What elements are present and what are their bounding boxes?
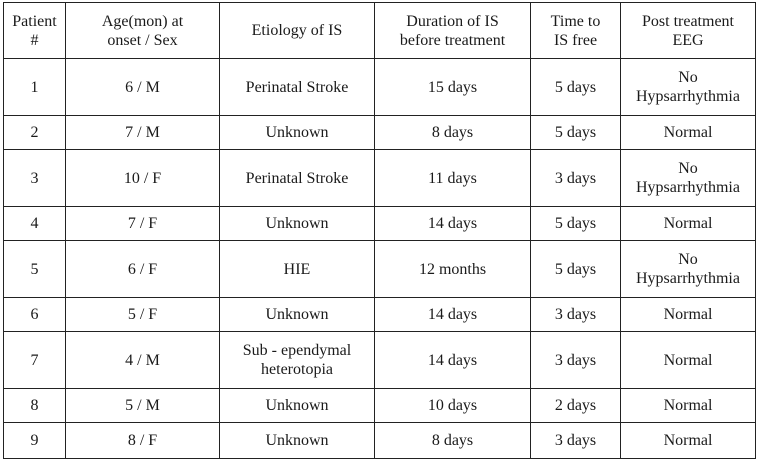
cell-patient: 3 [4, 150, 66, 207]
cell-etiology: Perinatal Stroke [220, 59, 375, 116]
cell-time-free: 3 days [531, 423, 621, 459]
cell-age-sex: 5 / M [66, 389, 220, 423]
cell-etiology: Unknown [220, 116, 375, 150]
cell-duration: 11 days [375, 150, 531, 207]
cell-age-sex: 6 / F [66, 241, 220, 298]
table-row [4, 298, 756, 332]
cell-eeg: Normal [621, 423, 756, 459]
cell-duration: 10 days [375, 389, 531, 423]
cell-eeg: Normal [621, 116, 756, 150]
table-header [4, 3, 756, 59]
cell-etiology: Perinatal Stroke [220, 150, 375, 207]
header-patient: Patient # [4, 3, 66, 59]
cell-age-sex: 4 / M [66, 332, 220, 389]
header-etiology: Etiology of IS [220, 3, 375, 59]
cell-time-free: 3 days [531, 332, 621, 389]
cell-time-free: 5 days [531, 116, 621, 150]
cell-age-sex: 10 / F [66, 150, 220, 207]
cell-etiology: Sub - ependymal heterotopia [220, 332, 375, 389]
cell-eeg: No Hypsarrhythmia [621, 59, 756, 116]
table-row [4, 207, 756, 241]
cell-duration: 14 days [375, 332, 531, 389]
cell-etiology: Unknown [220, 298, 375, 332]
cell-etiology: Unknown [220, 207, 375, 241]
cell-patient: 6 [4, 298, 66, 332]
cell-eeg: Normal [621, 332, 756, 389]
cell-time-free: 5 days [531, 241, 621, 298]
cell-etiology: Unknown [220, 423, 375, 459]
cell-duration: 8 days [375, 423, 531, 459]
cell-duration: 12 months [375, 241, 531, 298]
cell-duration: 15 days [375, 59, 531, 116]
table-row [4, 150, 756, 207]
cell-eeg: Normal [621, 298, 756, 332]
patient-table [3, 2, 756, 459]
cell-patient: 5 [4, 241, 66, 298]
cell-eeg: Normal [621, 207, 756, 241]
cell-patient: 8 [4, 389, 66, 423]
cell-etiology: Unknown [220, 389, 375, 423]
header-row [4, 3, 756, 59]
table-row [4, 59, 756, 116]
header-age-sex: Age(mon) at onset / Sex [66, 3, 220, 59]
cell-patient: 4 [4, 207, 66, 241]
cell-eeg: No Hypsarrhythmia [621, 241, 756, 298]
cell-etiology: HIE [220, 241, 375, 298]
table-body [4, 59, 756, 459]
cell-patient: 2 [4, 116, 66, 150]
cell-eeg: Normal [621, 389, 756, 423]
table-row [4, 332, 756, 389]
cell-age-sex: 7 / M [66, 116, 220, 150]
table-row [4, 241, 756, 298]
cell-duration: 14 days [375, 298, 531, 332]
cell-age-sex: 8 / F [66, 423, 220, 459]
cell-eeg: No Hypsarrhythmia [621, 150, 756, 207]
cell-time-free: 2 days [531, 389, 621, 423]
cell-age-sex: 6 / M [66, 59, 220, 116]
cell-time-free: 5 days [531, 207, 621, 241]
cell-age-sex: 7 / F [66, 207, 220, 241]
table-row [4, 423, 756, 459]
cell-time-free: 5 days [531, 59, 621, 116]
table-row [4, 116, 756, 150]
cell-patient: 9 [4, 423, 66, 459]
cell-time-free: 3 days [531, 150, 621, 207]
cell-patient: 7 [4, 332, 66, 389]
cell-duration: 14 days [375, 207, 531, 241]
header-eeg: Post treatment EEG [621, 3, 756, 59]
header-duration: Duration of IS before treatment [375, 3, 531, 59]
cell-duration: 8 days [375, 116, 531, 150]
cell-age-sex: 5 / F [66, 298, 220, 332]
header-time-free: Time to IS free [531, 3, 621, 59]
table-row [4, 389, 756, 423]
cell-time-free: 3 days [531, 298, 621, 332]
cell-patient: 1 [4, 59, 66, 116]
